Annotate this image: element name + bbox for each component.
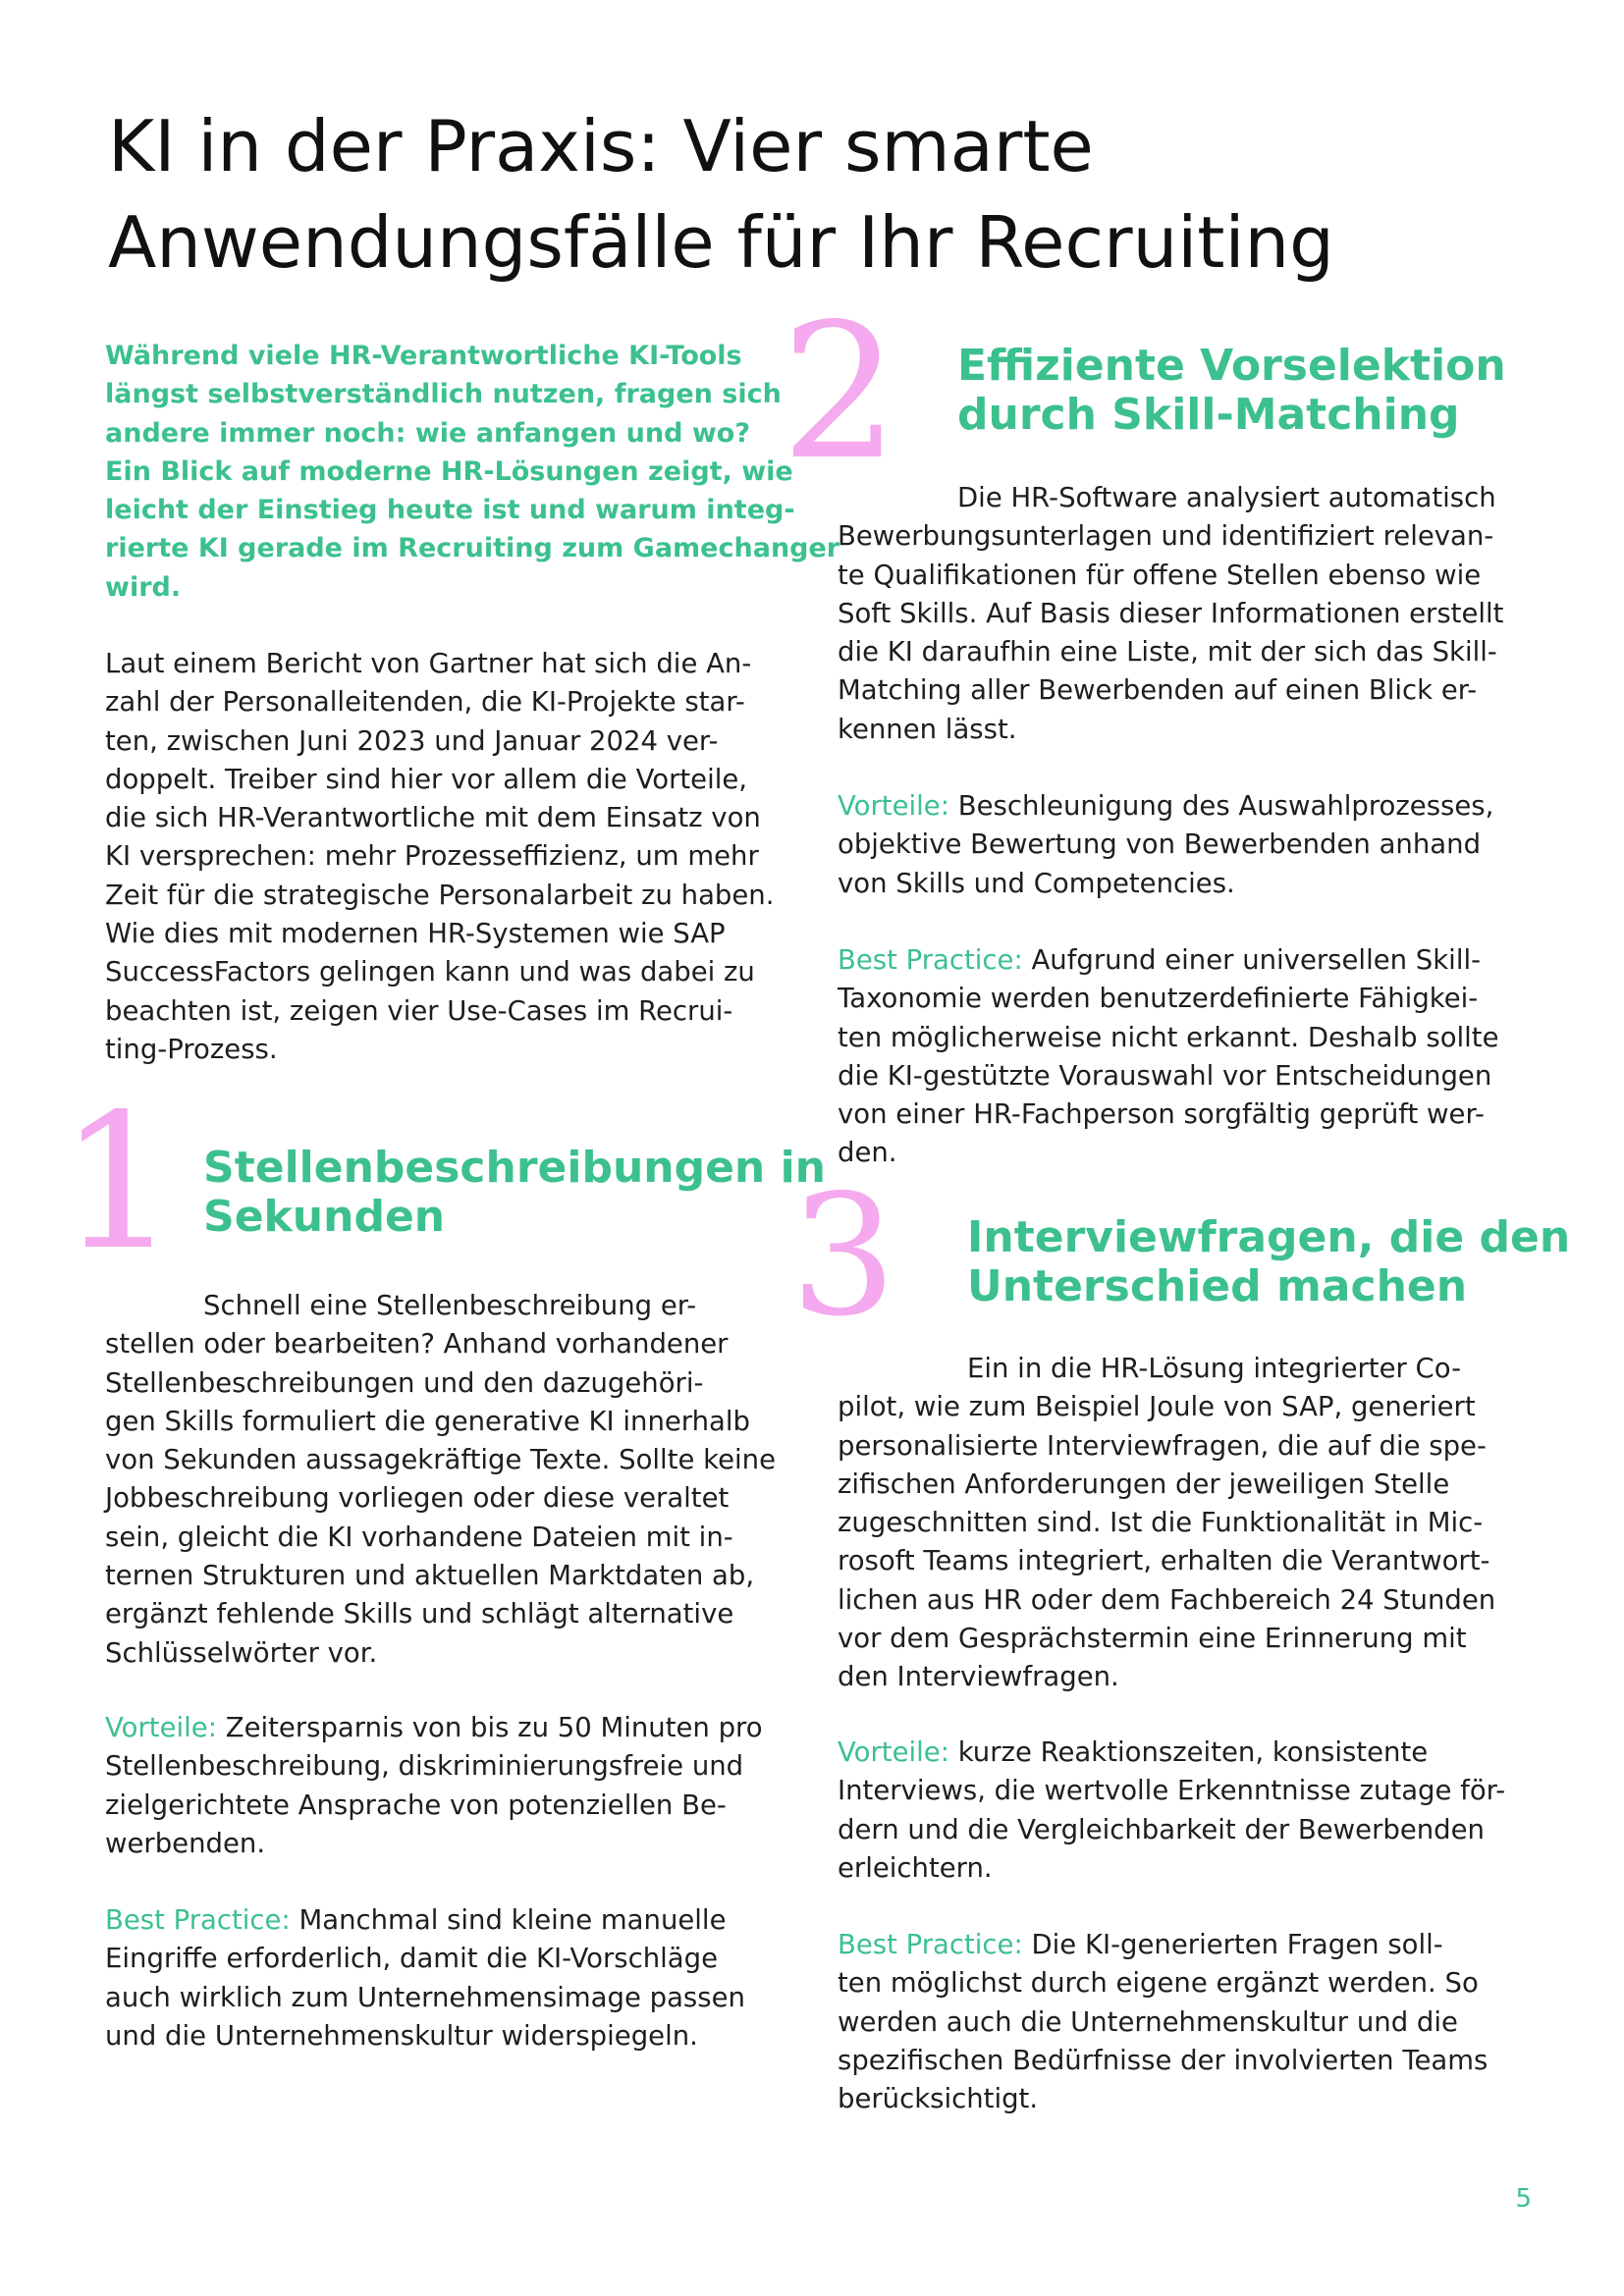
section-number-3: 3	[790, 1159, 897, 1354]
best-practice-line: und die Unternehmenskultur widerspiegeln.	[105, 2019, 698, 2052]
body-line: vor dem Gesprächstermin eine Erinnerung mit	[838, 1623, 1467, 1655]
page-number: 5	[1515, 2184, 1532, 2214]
section-1-heading-line: Stellenbeschreibungen in	[203, 1143, 826, 1193]
best-practice-text: Aufgrund einer universellen Skill-	[1022, 944, 1482, 976]
body-line: von Sekunden aussagekräftige Texte. Sollte keine	[105, 1444, 776, 1476]
body-line: pilot, wie zum Beispiel Joule von SAP, generiert	[838, 1391, 1476, 1423]
lead-line: Wie dies mit modernen HR-Systemen wie SAP	[105, 918, 726, 950]
vorteile-line: objektive Bewertung von Bewerbenden anhand	[838, 828, 1482, 861]
best-practice-line: berücksichtigt.	[838, 2083, 1039, 2115]
vorteile-line: dern und die Vergleichbarkeit der Bewerbenden	[838, 1813, 1485, 1845]
section-2-best-practice	[838, 941, 1499, 1173]
section-2-heading-line: durch Skill-Matching	[957, 390, 1460, 440]
body-line: rosoft Teams integriert, erhalten die Verantwort-	[838, 1545, 1490, 1577]
section-1-vorteile	[105, 1709, 763, 1863]
lead-line: die sich HR-Verantwortliche mit dem Einsatz von	[105, 802, 761, 834]
body-line: lichen aus HR oder dem Fachbereich 24 Stunden	[838, 1583, 1496, 1616]
vorteile-line: erleichtern.	[838, 1851, 993, 1884]
body-line: personalisierte Interviewfragen, die auf die spe-	[838, 1429, 1487, 1462]
section-2-heading	[957, 342, 1506, 440]
intro-line: Ein Blick auf moderne HR-Lösungen zeigt, wie	[105, 455, 793, 487]
section-number-2: 2	[781, 284, 899, 501]
lead-line: doppelt. Treiber sind hier vor allem die Vorteile,	[105, 763, 748, 795]
section-3-vorteile	[838, 1734, 1505, 1888]
section-3-heading-line: Unterschied machen	[967, 1261, 1468, 1311]
body-line: ergänzt fehlende Skills und schlägt alternative	[105, 1598, 734, 1630]
body-line: den Interviewfragen.	[838, 1661, 1119, 1693]
intro-line: Während viele HR-Verantwortliche KI-Tools	[105, 341, 742, 371]
best-practice-line: den.	[838, 1137, 897, 1169]
intro-line: rierte KI gerade im Recruiting zum Gamechanger	[105, 533, 840, 564]
best-practice-line: auch wirklich zum Unternehmensimage passen	[105, 1981, 745, 2013]
best-practice-line: spezifischen Bedürfnisse der involvierten Teams	[838, 2044, 1489, 2076]
section-3-heading	[967, 1213, 1570, 1311]
best-practice-label: Best Practice:	[838, 944, 1023, 976]
body-line: Stellenbeschreibungen und den dazugehöri-	[105, 1366, 704, 1399]
section-2-vorteile	[838, 787, 1493, 903]
vorteile-line: von Skills und Competencies.	[838, 867, 1235, 899]
best-practice-line: ten möglichst durch eigene ergänzt werden. So	[838, 1967, 1479, 2000]
body-line: te Qualifikationen für offene Stellen ebenso wie	[838, 559, 1482, 591]
body-line: kennen lässt.	[838, 713, 1017, 745]
vorteile-text: kurze Reaktionszeiten, konsistente	[948, 1736, 1429, 1768]
lead-line: Zeit für die strategische Personalarbeit zu haben.	[105, 879, 775, 911]
best-practice-label: Best Practice:	[838, 1929, 1023, 1960]
body-line: Ein in die HR-Lösung integrierter Co-	[967, 1353, 1462, 1384]
section-1-body	[105, 1287, 776, 1673]
best-practice-line: Taxonomie werden benutzerdefinierte Fähigkei-	[838, 983, 1479, 1015]
best-practice-line: die KI-gestützte Vorauswahl vor Entscheidungen	[838, 1059, 1492, 1092]
best-practice-line: werden auch die Unternehmenskultur und die	[838, 2005, 1458, 2038]
best-practice-text: Manchmal sind kleine manuelle	[290, 1904, 727, 1936]
lead-line: ten, zwischen Juni 2023 und Januar 2024 ver-	[105, 724, 719, 757]
lead-line: beachten ist, zeigen vier Use-Cases im Recrui-	[105, 994, 733, 1027]
body-line: zugeschnitten sind. Ist die Funktionalität in Mic-	[838, 1507, 1484, 1539]
body-line: Soft Skills. Auf Basis dieser Informationen erstellt	[838, 597, 1504, 629]
body-line: zifischen Anforderungen der jeweiligen Stelle	[838, 1468, 1450, 1500]
lead-line: SuccessFactors gelingen kann und was dabei zu	[105, 956, 755, 988]
best-practice-line: von einer HR-Fachperson sorgfältig geprüft wer-	[838, 1098, 1485, 1131]
section-2-body	[838, 479, 1503, 749]
body-line: Matching aller Bewerbenden auf einen Blick er-	[838, 674, 1478, 707]
vorteile-line: zielgerichtete Ansprache von potenziellen Be-	[105, 1789, 727, 1821]
page-title-line: KI in der Praxis: Vier smarte	[108, 105, 1094, 187]
section-3-best-practice	[838, 1926, 1488, 2118]
section-3-body	[838, 1350, 1495, 1697]
vorteile-label: Vorteile:	[105, 1712, 217, 1743]
section-1-heading	[203, 1144, 826, 1242]
body-line: die KI daraufhin eine Liste, mit der sich das Skill-	[838, 636, 1497, 668]
page-title	[108, 98, 1542, 291]
intro-line: längst selbstverständlich nutzen, fragen sich	[105, 379, 782, 410]
vorteile-line: Stellenbeschreibung, diskriminierungsfreie und	[105, 1750, 744, 1783]
best-practice-text: Die KI-generierten Fragen soll-	[1022, 1929, 1443, 1960]
lead-line: KI versprechen: mehr Prozesseffizienz, um mehr	[105, 840, 759, 873]
intro-line: leicht der Einstieg heute ist und warum integ-	[105, 495, 795, 526]
body-line: ternen Strukturen und aktuellen Marktdaten ab,	[105, 1560, 755, 1592]
vorteile-line: werbenden.	[105, 1827, 266, 1859]
section-1-best-practice	[105, 1901, 745, 2056]
section-2-heading-line: Effiziente Vorselektion	[957, 341, 1506, 391]
lead-line: ting-Prozess.	[105, 1033, 278, 1065]
body-line: Jobbeschreibung vorliegen oder diese veraltet	[105, 1482, 730, 1515]
body-line: stellen oder bearbeiten? Anhand vorhandener	[105, 1328, 729, 1361]
body-line: Schnell eine Stellenbeschreibung er-	[203, 1290, 697, 1321]
intro-paragraph	[105, 337, 839, 607]
vorteile-label: Vorteile:	[838, 790, 949, 822]
lead-line: Laut einem Bericht von Gartner hat sich die An-	[105, 648, 752, 679]
best-practice-label: Best Practice:	[105, 1904, 291, 1936]
vorteile-line: Interviews, die wertvolle Erkenntnisse zutage för-	[838, 1775, 1506, 1807]
vorteile-text: Zeitersparnis von bis zu 50 Minuten pro	[216, 1712, 763, 1743]
intro-line: wird.	[105, 571, 182, 603]
best-practice-line: Eingriffe erforderlich, damit die KI-Vorschläge	[105, 1943, 719, 1975]
body-line: sein, gleicht die KI vorhandene Dateien mit in-	[105, 1521, 733, 1553]
body-line: Schlüsselwörter vor.	[105, 1636, 378, 1669]
vorteile-label: Vorteile:	[838, 1736, 949, 1768]
body-line: Die HR-Software analysiert automatisch	[957, 482, 1496, 513]
page-title-line: Anwendungsfälle für Ihr Recruiting	[108, 201, 1334, 284]
lead-line: zahl der Personalleitenden, die KI-Projekte star-	[105, 686, 745, 719]
intro-line: andere immer noch: wie anfangen und wo?	[105, 417, 750, 449]
body-line: Bewerbungsunterlagen und identifiziert relevan-	[838, 520, 1494, 553]
section-number-1: 1	[59, 1074, 178, 1291]
section-1-heading-line: Sekunden	[203, 1192, 446, 1242]
vorteile-text: Beschleunigung des Auswahlprozesses,	[948, 790, 1494, 822]
best-practice-line: ten möglicherweise nicht erkannt. Deshalb sollte	[838, 1021, 1499, 1053]
body-line: gen Skills formuliert die generative KI innerhalb	[105, 1405, 750, 1437]
lead-paragraph	[105, 645, 774, 1069]
section-3-heading-line: Interviewfragen, die den	[967, 1212, 1571, 1262]
